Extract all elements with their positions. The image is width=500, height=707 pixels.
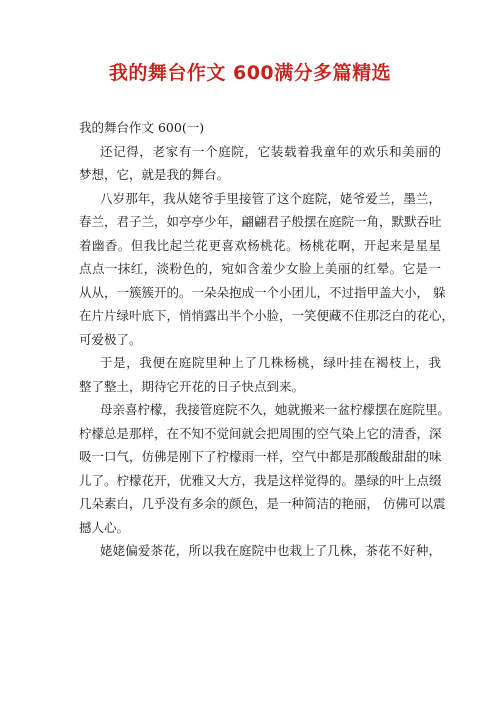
paragraph-line: 梦想，它，就是我的舞台。 bbox=[79, 167, 230, 182]
paragraph-line: 吸一口气，仿佛是刚下了柠檬雨一样，空气中都是那酸酸甜甜的味 bbox=[79, 449, 442, 464]
paragraph-line: 点点一抹红，淡粉色的，宛如含羞少女脸上美丽的红晕。它是一 bbox=[79, 261, 441, 276]
paragraph-line: 儿了。柠檬花开，优雅又大方，我是这样觉得的。墨绿的叶上点缀 bbox=[79, 472, 442, 488]
paragraph-line: 在片片绿叶底下，悄悄露出半个小脸，一笑便藏不住那泛白的花心， bbox=[79, 308, 455, 323]
paragraph-line: 着幽香。但我比起兰花更喜欢杨桃花。杨桃花啊，开起来是星星 bbox=[79, 237, 441, 253]
paragraph-line: 姥姥偏爱茶花，所以我在庭院中也栽上了几株，茶花不好种， bbox=[100, 543, 441, 558]
paragraph-line: 整了整土，期待它开花的日子快点到来。 bbox=[79, 378, 305, 394]
paragraph-line: 从从，一簇簇开的。一朵朵抱成一个小团儿，不过指甲盖大小， 躲 bbox=[79, 284, 446, 300]
paragraph-line: 撼人心。 bbox=[79, 519, 130, 535]
paragraph-line: 柠檬总是那样，在不知不觉间就会把周围的空气染上它的清香，深 bbox=[79, 425, 442, 441]
paragraph-line: 八岁那年，我从姥爷手里接管了这个庭院，姥爷爱兰，墨兰， bbox=[100, 190, 441, 206]
paragraph-line: 春兰，君子兰，如亭亭少年，翩翩君子般摆在庭院一角，默默吞吐 bbox=[79, 214, 442, 229]
document-body bbox=[79, 116, 455, 563]
document-title: 我的舞台作文 600满分多篇精选 bbox=[108, 62, 392, 84]
paragraph-line: 可爱极了。 bbox=[79, 331, 142, 347]
paragraph-line: 还记得，老家有一个庭院，它装载着我童年的欢乐和美丽的 bbox=[100, 143, 441, 159]
paragraph-line: 母亲喜柠檬，我接管庭院不久，她就搬来一盆柠檬摆在庭院里。 bbox=[100, 402, 451, 417]
paragraph-line: 几朵素白，几乎没有多余的颜色，是一种简洁的艳丽， 仿佛可以震 bbox=[79, 496, 446, 511]
paragraph-line: 于是，我便在庭院里种上了几株杨桃，绿叶挂在褐枝上，我 bbox=[100, 355, 441, 370]
section-heading: 我的舞台作文 600(一) bbox=[79, 120, 205, 135]
